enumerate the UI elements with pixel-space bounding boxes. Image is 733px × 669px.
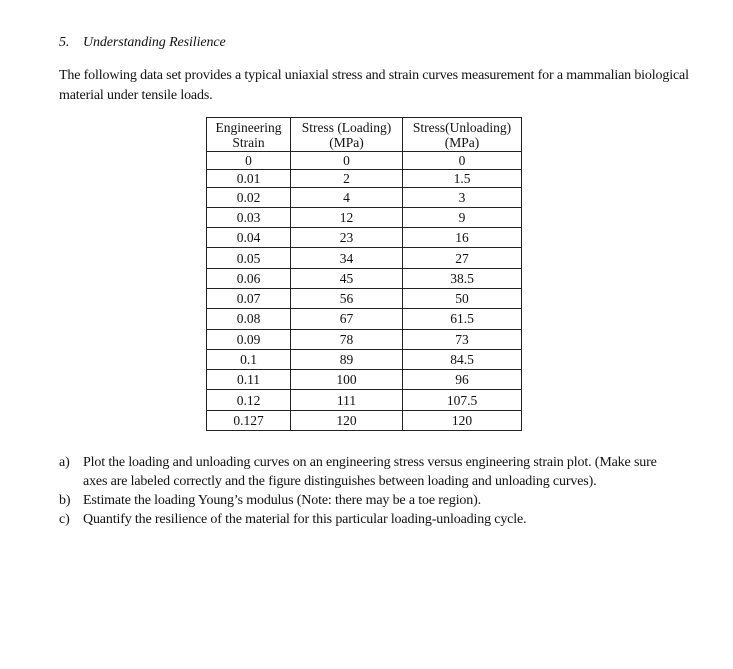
cell-stress-unloading: 61.5 bbox=[403, 309, 522, 329]
table-row bbox=[207, 152, 522, 170]
question-item bbox=[59, 510, 679, 529]
cell-stress-unloading: 84.5 bbox=[403, 349, 522, 369]
cell-strain: 0.02 bbox=[207, 187, 291, 207]
cell-stress-unloading: 107.5 bbox=[403, 390, 522, 410]
cell-strain: 0.09 bbox=[207, 329, 291, 349]
cell-strain: 0.07 bbox=[207, 288, 291, 308]
cell-stress-unloading: 9 bbox=[403, 207, 522, 227]
table-row bbox=[207, 349, 522, 369]
cell-stress-loading: 56 bbox=[291, 288, 403, 308]
cell-stress-loading: 111 bbox=[291, 390, 403, 410]
question-item bbox=[59, 491, 679, 510]
header-engineering-strain bbox=[207, 118, 291, 152]
cell-stress-loading: 23 bbox=[291, 228, 403, 248]
cell-stress-loading: 120 bbox=[291, 410, 403, 430]
cell-stress-unloading: 16 bbox=[403, 228, 522, 248]
cell-strain: 0.03 bbox=[207, 207, 291, 227]
header-line: (MPa) bbox=[329, 134, 364, 150]
cell-strain: 0.11 bbox=[207, 370, 291, 390]
cell-stress-loading: 45 bbox=[291, 268, 403, 288]
cell-stress-loading: 2 bbox=[291, 169, 403, 187]
table-row bbox=[207, 329, 522, 349]
cell-strain: 0.06 bbox=[207, 268, 291, 288]
cell-stress-unloading: 73 bbox=[403, 329, 522, 349]
header-stress-unloading bbox=[403, 118, 522, 152]
question-marker: c) bbox=[59, 512, 70, 527]
cell-stress-unloading: 27 bbox=[403, 248, 522, 268]
cell-stress-unloading: 50 bbox=[403, 288, 522, 308]
header-line: Stress(Unloading) bbox=[412, 119, 512, 135]
table-row bbox=[207, 248, 522, 268]
table-row bbox=[207, 228, 522, 248]
header-line: Stress (Loading) bbox=[301, 119, 392, 135]
question-item bbox=[59, 453, 679, 491]
cell-strain: 0.127 bbox=[207, 410, 291, 430]
cell-stress-unloading: 38.5 bbox=[403, 268, 522, 288]
table-row bbox=[207, 169, 522, 187]
cell-stress-unloading: 0 bbox=[403, 152, 522, 170]
section-title bbox=[59, 35, 226, 51]
table-row bbox=[207, 390, 522, 410]
question-text: Estimate the loading Young’s modulus (Note: there may be a toe region). bbox=[83, 493, 481, 508]
questions-list bbox=[59, 453, 679, 529]
table-row bbox=[207, 309, 522, 329]
table-row bbox=[207, 207, 522, 227]
cell-stress-loading: 100 bbox=[291, 370, 403, 390]
cell-strain: 0.12 bbox=[207, 390, 291, 410]
question-text: Quantify the resilience of the material for this particular loading-unloading cycle. bbox=[83, 512, 527, 527]
table-row bbox=[207, 370, 522, 390]
table-row bbox=[207, 288, 522, 308]
header-line: Engineering bbox=[215, 119, 282, 135]
cell-stress-unloading: 120 bbox=[403, 410, 522, 430]
cell-strain: 0 bbox=[207, 152, 291, 170]
cell-stress-loading: 34 bbox=[291, 248, 403, 268]
cell-strain: 0.1 bbox=[207, 349, 291, 369]
table-body bbox=[207, 152, 522, 431]
cell-strain: 0.01 bbox=[207, 169, 291, 187]
table-header-row bbox=[207, 118, 522, 152]
table-row bbox=[207, 187, 522, 207]
section-number: 5. bbox=[59, 35, 70, 50]
cell-stress-loading: 67 bbox=[291, 309, 403, 329]
cell-stress-loading: 89 bbox=[291, 349, 403, 369]
cell-stress-loading: 0 bbox=[291, 152, 403, 170]
stress-strain-table bbox=[206, 117, 522, 431]
header-stress-loading bbox=[291, 118, 403, 152]
cell-stress-unloading: 96 bbox=[403, 370, 522, 390]
question-text: Plot the loading and unloading curves on an engineering stress versus engineering strain plot. (Make sure axes are labeled correctly and the figure distinguishes between loading and unloading curves). bbox=[83, 455, 657, 489]
header-line: (MPa) bbox=[444, 134, 480, 150]
cell-strain: 0.05 bbox=[207, 248, 291, 268]
section-title-text: Understanding Resilience bbox=[83, 35, 226, 50]
table-row bbox=[207, 268, 522, 288]
table-row bbox=[207, 410, 522, 430]
cell-strain: 0.04 bbox=[207, 228, 291, 248]
cell-strain: 0.08 bbox=[207, 309, 291, 329]
question-marker: a) bbox=[59, 455, 70, 470]
header-line: Strain bbox=[232, 134, 265, 150]
intro-paragraph: The following data set provides a typical uniaxial stress and strain curves measurement for a mammalian biological material under tensile loads. bbox=[59, 68, 689, 103]
question-marker: b) bbox=[59, 493, 71, 508]
cell-stress-unloading: 1.5 bbox=[403, 169, 522, 187]
cell-stress-loading: 12 bbox=[291, 207, 403, 227]
cell-stress-unloading: 3 bbox=[403, 187, 522, 207]
cell-stress-loading: 78 bbox=[291, 329, 403, 349]
cell-stress-loading: 4 bbox=[291, 187, 403, 207]
